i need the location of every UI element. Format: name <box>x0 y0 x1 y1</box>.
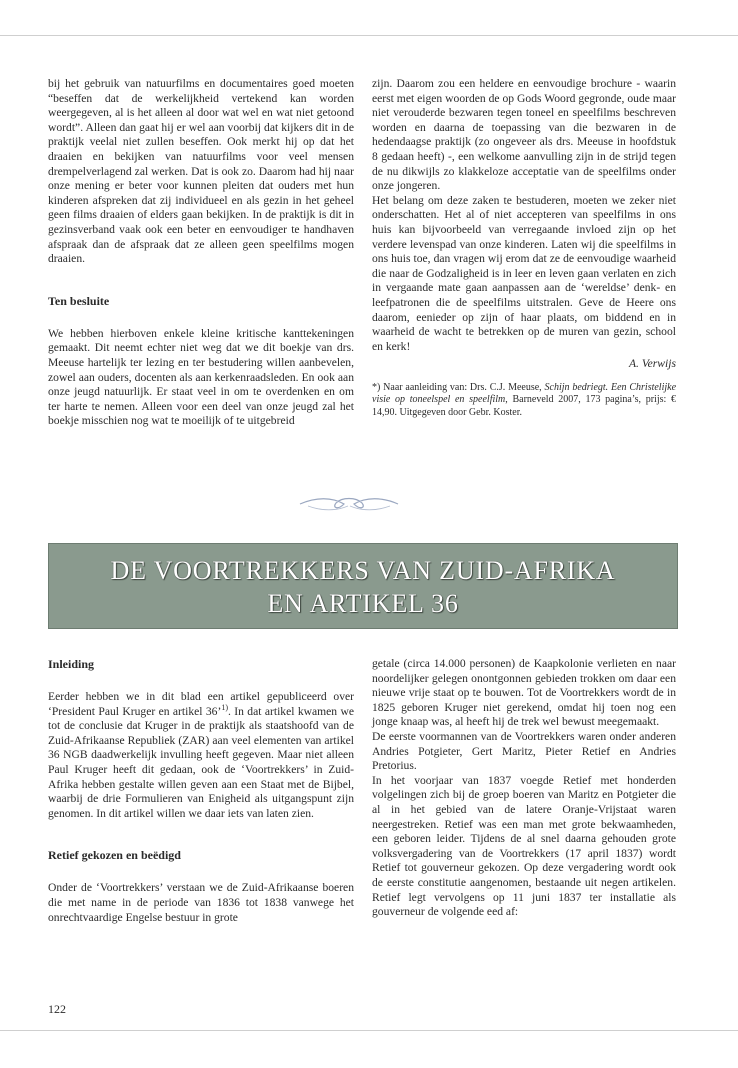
paragraph: zijn. Daarom zou een heldere en eenvoudige brochure - waarin eerst met eigen woorden de op Gods Woord gegronde, oude maar niet verouderde bezwaren tegen toneel en speelfilms beschreven worden en daarna de toepassing van die bezwaren in de hedendaagse praktijk (zo ongeveer als drs. Meeuse in hoofdstuk 8 gedaan heeft) -, een welkome aanvulling zijn in de strijd tegen de nu dikwijls zo klakkeloze acceptatie van de speelfilms onder onze jongeren. <box>372 77 676 193</box>
section-heading: Retief gekozen en beëdigd <box>48 848 181 863</box>
banner-title-line-2: EN ARTIKEL 36 <box>267 589 459 618</box>
section-heading: Inleiding <box>48 657 95 671</box>
article-title-banner <box>48 543 678 629</box>
article-column-1 <box>48 657 354 925</box>
top-rule <box>0 35 738 36</box>
paragraph <box>48 690 354 821</box>
author-signature: A. Verwijs <box>628 357 676 371</box>
flourish-ornament-icon <box>298 493 400 515</box>
prev-article-column-1 <box>48 77 354 429</box>
page-number: 122 <box>48 1002 66 1016</box>
footnote-text: Naar aanleiding van: Drs. C.J. Meeuse, <box>383 381 542 393</box>
paragraph-text: . In dat artikel kwamen we tot de conclusie dat Kruger in de praktijk als staatshoofd van de Zuid-Afrikaanse Republiek (ZAR) aan veel elementen van artikel 36 NGB daadwerkelijk invulling heeft gegeven. Maar niet alleen Paul Kruger heeft dit gedaan, ook de ‘Voortrekkers’ in Zuid-Afrika hebben gestalte willen geven aan een Staat met de Bijbel, waarbij de drie Formulieren van Enigheid als uitgangspunt zijn genomen. In dit artikel willen we daar iets van laten zien. <box>48 704 354 820</box>
paragraph: bij het gebruik van natuurfilms en documentaires goed moeten “beseffen dat de werkelijkheid vertekend kan worden weergegeven, al is het alleen al door wat wel en wat niet getoond wordt”. Alleen dan gaat hij er wel aan voorbij dat kijkers dit in de praktijk veelal niet zullen beseffen. Ook merkt hij op dat het draaien en bekijken van natuurfilms voor veel mensen drempelverlagend zal werken. Dat is ook zo. Daarom had hij naar onze mening er beter voor kunnen pleiten dat ouders met hun kinderen afspreken dat zij individueel en als gezin in het geheel geen films draaien of elders gaan bekijken. In de praktijk is dit in gezinsverband vaak ook een beter en eenvoudiger te handhaven afspraak dan de afspraak dat ze alleen geen speelfilms mogen draaien. <box>48 77 354 266</box>
footnote-reference: 1) <box>221 702 228 712</box>
paragraph-text: Eerder hebben we in dit blad een artikel gepubliceerd over ‘President Paul Kruger en artikel 36’ <box>48 690 354 718</box>
paragraph: Het belang om deze zaken te bestuderen, moeten we zeker niet onderschatten. Het al of niet accepteren van speelfilms in ons huis kan bijvoorbeeld van verregaande invloed zijn op het verdere levenspad van onze kinderen. Laten wij die speelfilms in ons huis toe, dan vragen wij erom dat ze de eenvoudige waarheid die naar de Godzaligheid is in leer en leven gaan verlaten en zich in vergaande mate gaan aanpassen aan de ‘wereldse’ denk- en leefpatronen die de speelfilms uitstralen. Geve de Heere ons daarom, eenieder op zijn of haar plaats, om biddend en in waarheid de wacht te betrekken op de muren van gezin, school en kerk! <box>372 193 676 353</box>
paragraph: We hebben hierboven enkele kleine kritische kanttekeningen gemaakt. Dit neemt echter niet weg dat we dit boekje van drs. Meeuse hartelijk ter lezing en ter bestudering willen aanbevelen, zowel aan ouders, docenten als aan kerkenraadsleden. En ook aan onze jeugd natuurlijk. Er staat veel in om te overdenken en om ter harte te nemen. Alleen voor een deel van onze jeugd zal het boekje misschien nog wat te moeilijk of te uitgebreid <box>48 326 354 428</box>
footnote-mark: *) <box>372 381 381 393</box>
footnote <box>372 382 676 420</box>
paragraph: Onder de ‘Voortrekkers’ verstaan we de Zuid-Afrikaanse boeren die met name in de periode van 1836 tot 1838 vanwege het onrechtvaardige Engelse bestuur in grote <box>48 881 354 924</box>
paragraph: De eerste voormannen van de Voortrekkers waren onder anderen Andries Potgieter, Gert Maritz, Pieter Retief en Andries Pretorius. <box>372 729 676 773</box>
banner-title-line-1: DE VOORTREKKERS VAN ZUID-AFRIKA <box>110 556 616 585</box>
section-heading: Ten besluite <box>48 293 110 308</box>
paragraph: getale (circa 14.000 personen) de Kaapkolonie verlieten en naar noordelijker gelegen onontgonnen gebieden trokken om daar een nieuwe vrije staat op te bouwen. Tot de Voortrekkers wordt de in 1825 geboren Kruger niet gerekend, omdat hij toen nog een jonge knaap was, al heeft hij de trek wel bewust meegemaakt. <box>372 657 676 729</box>
bottom-rule <box>0 1030 738 1031</box>
footnote-book-title: Schijn bedriegt. Een Christelijke visie op toneelspel en speelfilm <box>372 381 677 406</box>
prev-article-column-2 <box>372 77 676 419</box>
article-column-2 <box>372 657 676 920</box>
paragraph: In het voorjaar van 1837 voegde Retief met honderden volgelingen zich bij de groep boeren van Maritz en Potgieter die al in het gebied van de latere Oranje-Vrijstaat waren neergestreken. Retief was een man met grote bekwaamheden, een geboren leider. Tijdens de al snel daarna gehouden grote volksvergadering van de Voortrekkers (17 april 1837) wordt Retief tot gouverneur gekozen. Op deze vergadering wordt ook de eerste constitutie aangenomen, bestaande uit negen artikelen. Retief legt vervolgens op 11 juni 1837 ter installatie als gouverneur de volgende eed af: <box>372 773 676 919</box>
footnote-text: , Barneveld 2007, 173 pagina’s, prijs: € 14,90. Uitgegeven door Gebr. Koster. <box>372 394 676 418</box>
